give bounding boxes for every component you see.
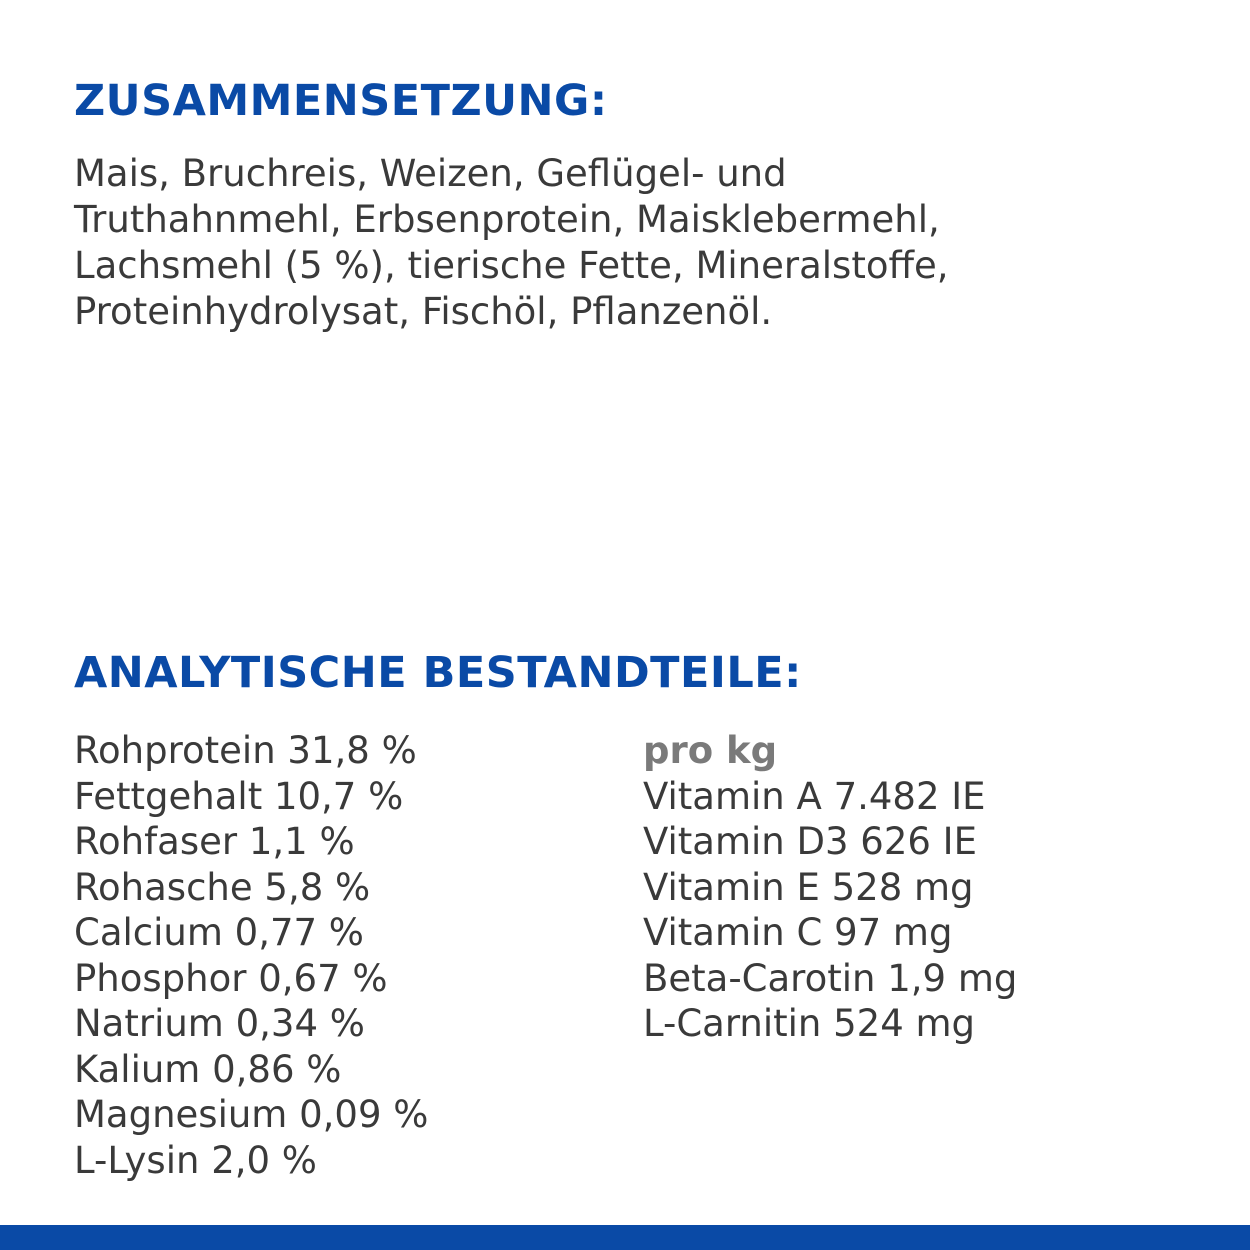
analytical-item: Magnesium 0,09 % bbox=[74, 1093, 429, 1136]
analytical-item: L-Lysin 2,0 % bbox=[74, 1138, 317, 1182]
vitamin-item: Vitamin D3 626 IE bbox=[643, 820, 977, 863]
analytical-list-left bbox=[74, 728, 428, 1183]
vitamin-item: Vitamin E 528 mg bbox=[643, 865, 974, 909]
vitamin-list-right bbox=[643, 728, 1017, 1047]
analytical-item: Calcium 0,77 % bbox=[74, 911, 364, 954]
analytical-item: Natrium 0,34 % bbox=[74, 1002, 365, 1045]
composition-line: Lachsmehl (5 %), tierische Fette, Mineralstoffe, bbox=[74, 244, 949, 287]
per-kg-subheading: pro kg bbox=[643, 729, 778, 772]
vitamin-item: Vitamin A 7.482 IE bbox=[643, 774, 986, 818]
vitamin-item: L-Carnitin 524 mg bbox=[643, 1002, 976, 1045]
composition-line: Mais, Bruchreis, Weizen, Geflügel- und bbox=[74, 152, 787, 195]
composition-heading: ZUSAMMENSETZUNG: bbox=[74, 76, 608, 126]
analytical-heading: ANALYTISCHE BESTANDTEILE: bbox=[74, 648, 802, 698]
composition-line: Truthahnmehl, Erbsenprotein, Maisklebermehl, bbox=[74, 198, 940, 241]
analytical-item: Kalium 0,86 % bbox=[74, 1047, 342, 1091]
vitamin-item: Vitamin C 97 mg bbox=[643, 911, 953, 954]
vitamin-item: Beta-Carotin 1,9 mg bbox=[643, 956, 1018, 1000]
composition-text bbox=[74, 151, 1194, 335]
analytical-item: Rohasche 5,8 % bbox=[74, 865, 371, 909]
analytical-item: Fettgehalt 10,7 % bbox=[74, 774, 404, 818]
analytical-item: Rohprotein 31,8 % bbox=[74, 729, 417, 772]
analytical-item: Rohfaser 1,1 % bbox=[74, 820, 355, 863]
analytical-item: Phosphor 0,67 % bbox=[74, 956, 388, 1000]
bottom-color-bar bbox=[0, 1225, 1250, 1250]
composition-line: Proteinhydrolysat, Fischöl, Pflanzenöl. bbox=[74, 290, 773, 333]
